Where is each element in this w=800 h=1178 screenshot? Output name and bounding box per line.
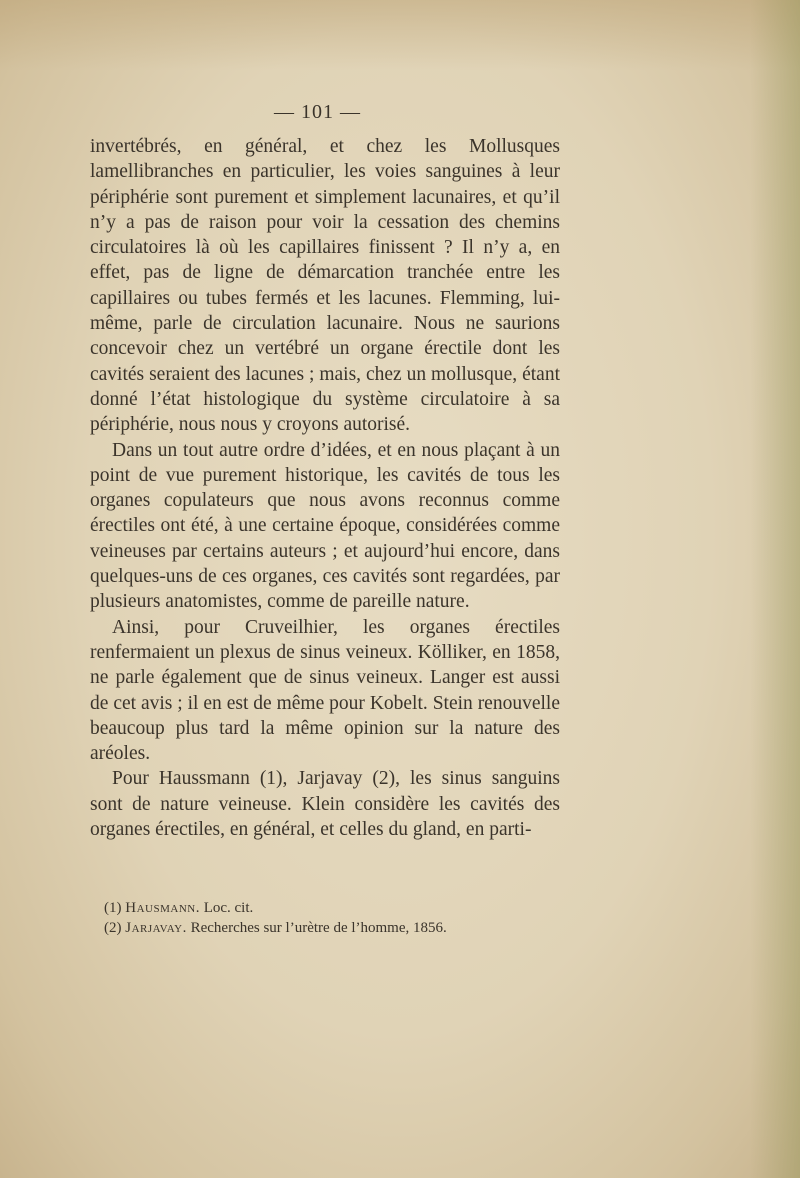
- footnote-author: Jarjavay.: [125, 920, 187, 936]
- footnote-author: Hausmann.: [125, 900, 200, 916]
- footnotes: [104, 898, 564, 938]
- main-text: [90, 134, 560, 842]
- page-number: — 101 —: [274, 101, 361, 123]
- page-edge-shadow-right: [750, 0, 800, 1178]
- footnote: [104, 918, 564, 938]
- footnote-text: Loc. cit.: [203, 900, 254, 916]
- footnote-text: Recherches sur l’urètre de l’homme, 1856.: [190, 920, 447, 936]
- paragraph: Dans un tout autre ordre d’idées, et en nous plaçant à un point de vue purement historique, les cavités de tous les organes copulateurs que nous avons reconnus comme érectiles ont été, à une certaine époque, considérées comme veineuses par certains auteurs ; et aujourd’hui encore, dans quelques-uns de ces organes, ces cavités sont regardées, par plusieurs anatomistes, comme de pareille nature.: [90, 439, 560, 613]
- page-edge-shadow-top: [0, 0, 800, 70]
- footnote-marker: (2): [104, 920, 122, 936]
- paragraph-continuation: invertébrés, en général, et chez les Mollusques lamellibranches en particulier, les voies sanguines à leur périphérie sont purement et simplement lacunaires, et qu’il n’y a pas de raison pour voir la cessation des chemins circulatoires là où les capillaires finissent ? Il n’y a, en effet, pas de ligne de démarcation tranchée entre les capillaires ou tubes fermés et les lacunes. Flemming, lui-même, parle de circulation lacunaire. Nous ne saurions concevoir chez un vertébré un organe érectile dont les cavités seraient des lacunes ; mais, chez un mollusque, étant donné l’état histologique du système circulatoire à sa périphérie, nous nous y croyons autorisé.: [90, 136, 560, 436]
- footnote: [104, 898, 564, 918]
- footnote-marker: (1): [104, 900, 122, 916]
- paragraph: Ainsi, pour Cruveilhier, les organes érectiles renfermaient un plexus de sinus veineux. Kölliker, en 1858, ne parle également que de sinus veineux. Langer est aussi de cet avis ; il en est de même pour Kobelt. Stein renouvelle beaucoup plus tard la même opinion sur la nature des aréoles.: [90, 616, 560, 765]
- paragraph: Pour Haussmann (1), Jarjavay (2), les sinus sanguins sont de nature veineuse. Klein considère les cavités des organes érectiles, en général, et celles du gland, en parti-: [90, 768, 560, 841]
